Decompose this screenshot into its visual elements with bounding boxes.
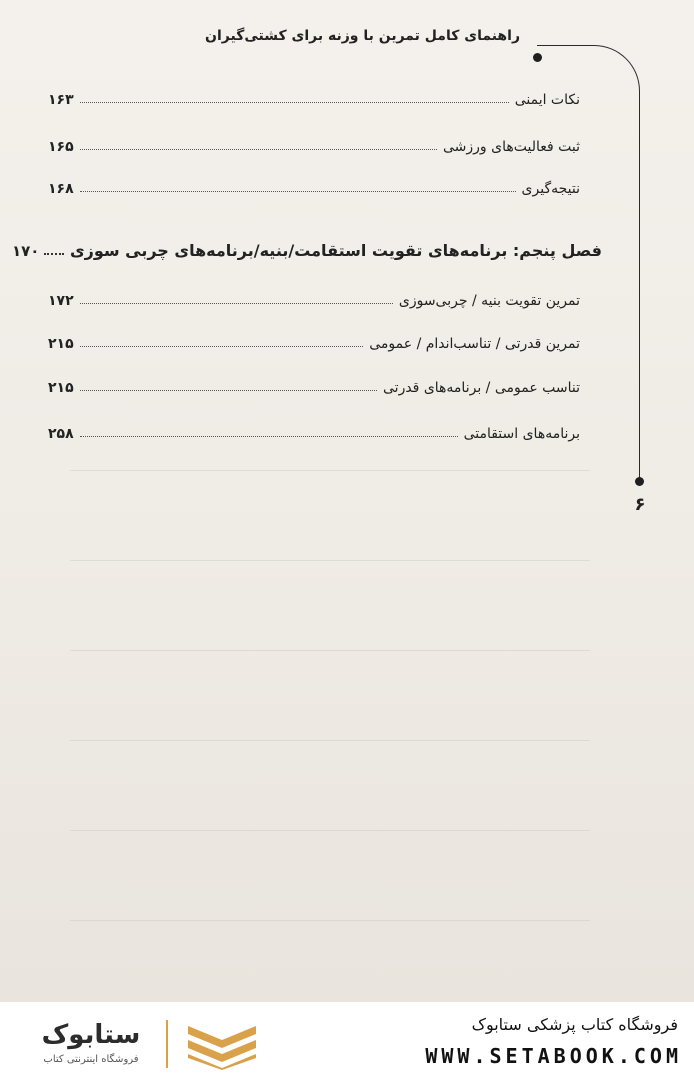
dot-leader: [80, 436, 458, 437]
toc-entry-page: ۲۱۵: [48, 380, 74, 396]
toc-entry-page: ۱۶۵: [48, 139, 74, 155]
dot-leader: [80, 303, 393, 304]
toc-entry-title: برنامه‌های استقامتی: [463, 426, 580, 442]
dot-leader: [80, 191, 516, 192]
toc-entry-page: ۲۵۸: [48, 426, 74, 442]
decoration-dot-top: [533, 53, 542, 62]
toc-entry-title: نتیجه‌گیری: [521, 181, 580, 197]
page-number: ۶: [634, 494, 646, 515]
logo-tagline: فروشگاه اینترنتی کتاب: [43, 1054, 139, 1065]
show-through-line: [70, 830, 590, 831]
toc-chapter-5[interactable]: [11, 236, 602, 260]
toc-entry-title: تناسب عمومی / برنامه‌های قدرتی: [383, 380, 580, 396]
chevron-stack-icon: [182, 1020, 262, 1070]
show-through-line: [70, 650, 590, 651]
margin-decoration-line: [537, 45, 640, 481]
toc-entry-title: تمرین قدرتی / تناسب‌اندام / عمومی: [369, 336, 580, 352]
toc-entry-page: ۱۶۳: [48, 92, 74, 108]
toc-entry-safety[interactable]: [48, 84, 580, 108]
chapter-title: فصل پنجم: برنامه‌های تقویت استقامت/بنیه/برنامه‌های چربی سوزی: [69, 241, 602, 260]
toc-entry-page: ۱۶۸: [48, 181, 74, 197]
toc-entry-title: نکات ایمنی: [514, 92, 580, 108]
show-through-line: [70, 920, 590, 921]
store-url-link[interactable]: WWW.SETABOOK.COM: [425, 1044, 682, 1068]
dot-leader: [80, 149, 437, 150]
show-through-line: [70, 740, 590, 741]
toc-section-fitness[interactable]: [48, 372, 580, 396]
store-logo[interactable]: [12, 1016, 272, 1072]
toc-section-conditioning[interactable]: [48, 285, 580, 309]
toc-entry-logging[interactable]: [48, 131, 580, 155]
chapter-page: ۱۷۰: [11, 242, 40, 260]
logo-separator: [166, 1020, 168, 1068]
toc-section-endurance[interactable]: [48, 418, 580, 442]
dot-leader: [80, 102, 509, 103]
dot-leader: [80, 390, 377, 391]
dot-leader: [44, 253, 64, 255]
logo-wordmark: ستابوک: [41, 1020, 141, 1050]
toc-entry-page: ۱۷۲: [48, 293, 74, 309]
toc-entry-conclusion[interactable]: [48, 173, 580, 197]
store-name: فروشگاه کتاب پزشکی ستابوک: [471, 1015, 678, 1034]
show-through-line: [70, 470, 590, 471]
toc-entry-page: ۲۱۵: [48, 336, 74, 352]
running-head: راهنمای کامل تمرین با وزنه برای کشتی‌گیران: [205, 28, 520, 44]
dot-leader: [80, 346, 363, 347]
show-through-line: [70, 560, 590, 561]
toc-entry-title: تمرین تقویت بنیه / چربی‌سوزی: [398, 293, 580, 309]
toc-entry-title: ثبت فعالیت‌های ورزشی: [442, 139, 580, 155]
toc-section-strength[interactable]: [48, 328, 580, 352]
decoration-dot-bottom: [635, 477, 644, 486]
store-footer: [0, 1002, 694, 1079]
